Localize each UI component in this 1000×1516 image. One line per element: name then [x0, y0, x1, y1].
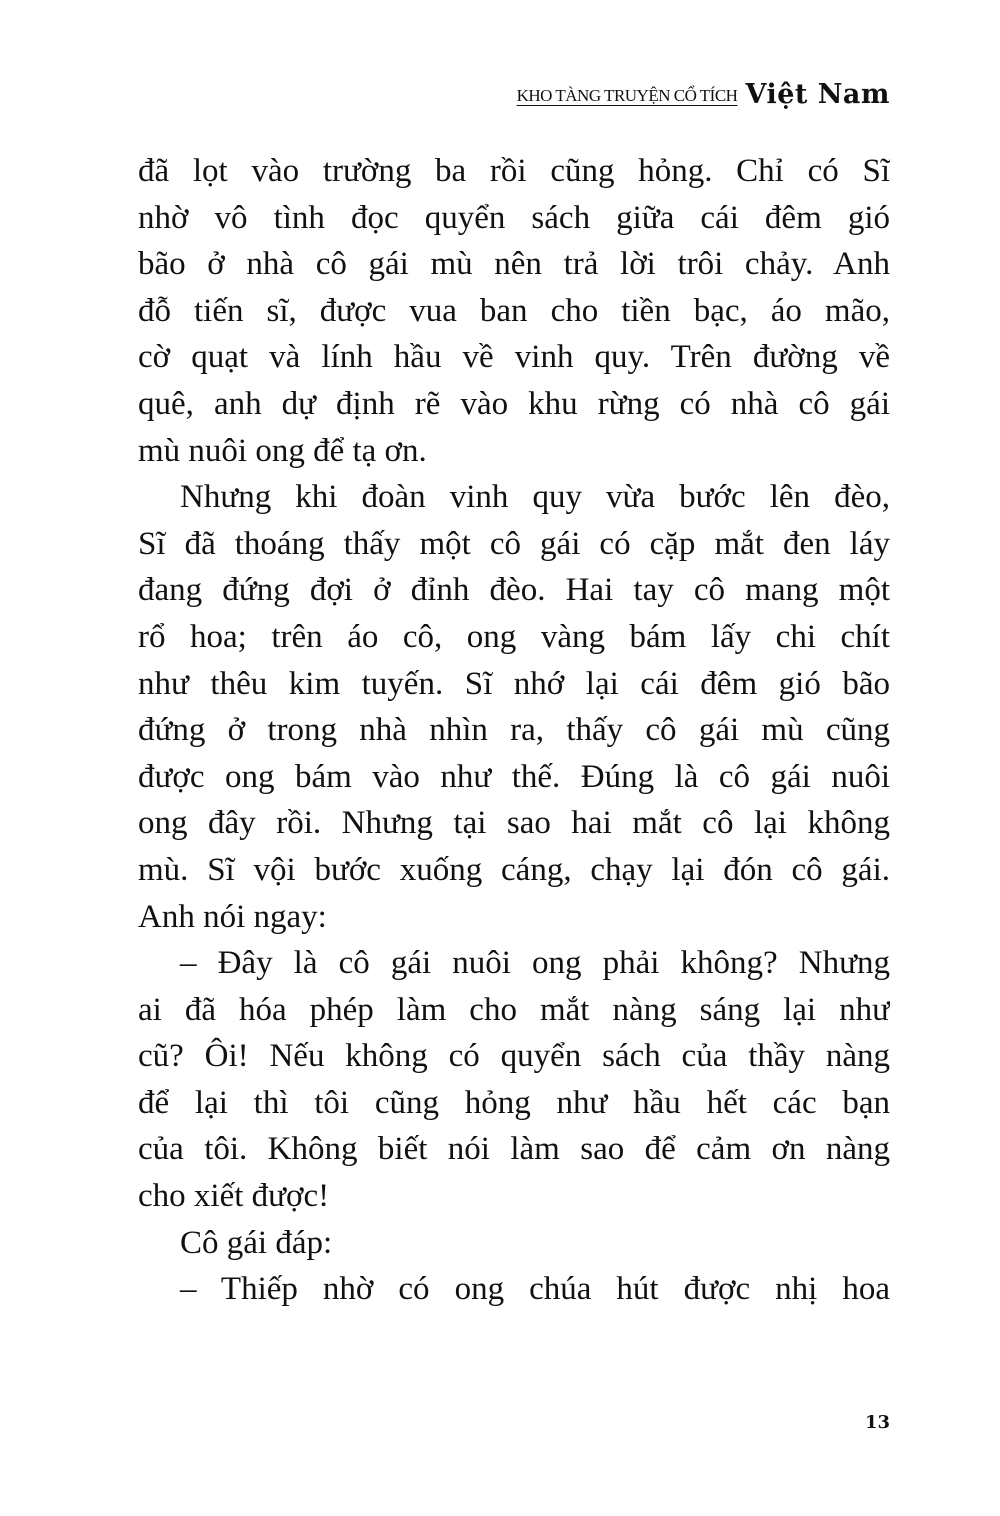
text-line: ai đã hóa phép làm cho mắt nàng sáng lại như [138, 991, 890, 1028]
text-line: – Đây là cô gái nuôi ong phải không? Nhưng [180, 945, 890, 982]
text-line: nhờ vô tình đọc quyển sách giữa cái đêm gió [138, 199, 890, 236]
text-line: cho xiết được! [138, 1178, 330, 1215]
text-line: cờ quạt và lính hầu về vinh quy. Trên đường về [138, 339, 890, 376]
text-line: Sĩ đã thoáng thấy một cô gái có cặp mắt đen láy [138, 525, 890, 562]
text-line: quê, anh dự định rẽ vào khu rừng có nhà cô gái [138, 385, 890, 422]
text-line: mù nuôi ong để tạ ơn. [138, 432, 427, 469]
header-series: KHO TÀNG TRUYỆN CỔ TÍCH [516, 86, 738, 105]
text-line: cũ? Ôi! Nếu không có quyển sách của thầy nàng [138, 1038, 890, 1075]
header-title: Việt Nam [745, 79, 890, 110]
running-header [484, 72, 890, 110]
text-line: đỗ tiến sĩ, được vua ban cho tiền bạc, áo mão, [138, 292, 890, 329]
text-line: – Thiếp nhờ có ong chúa hút được nhị hoa [180, 1271, 890, 1308]
page-number: 13 [864, 1412, 890, 1433]
text-line: Nhưng khi đoàn vinh quy vừa bước lên đèo, [180, 479, 890, 516]
text-line: như thêu kim tuyến. Sĩ nhớ lại cái đêm gió bão [138, 665, 890, 702]
text-line: ong đây rồi. Nhưng tại sao hai mắt cô lại không [138, 805, 890, 842]
text-line: để lại thì tôi cũng hỏng như hầu hết các bạn [138, 1084, 890, 1121]
text-line: đang đứng đợi ở đỉnh đèo. Hai tay cô mang một [138, 572, 890, 609]
text-line: Cô gái đáp: [180, 1224, 333, 1261]
text-line: đã lọt vào trường ba rồi cũng hỏng. Chỉ có Sĩ [138, 153, 890, 189]
text-line: đứng ở trong nhà nhìn ra, thấy cô gái mù cũng [138, 712, 890, 749]
text-line: bão ở nhà cô gái mù nên trả lời trôi chảy. Anh [138, 246, 890, 283]
text-line: của tôi. Không biết nói làm sao để cảm ơn nàng [138, 1131, 890, 1168]
text-line: rổ hoa; trên áo cô, ong vàng bám lấy chi chít [138, 618, 890, 655]
text-line: được ong bám vào như thế. Đúng là cô gái nuôi [138, 758, 890, 795]
text-line: mù. Sĩ vội bước xuống cáng, chạy lại đón cô gái. [138, 851, 890, 888]
text-line: Anh nói ngay: [138, 898, 327, 935]
body-text [138, 148, 890, 1313]
